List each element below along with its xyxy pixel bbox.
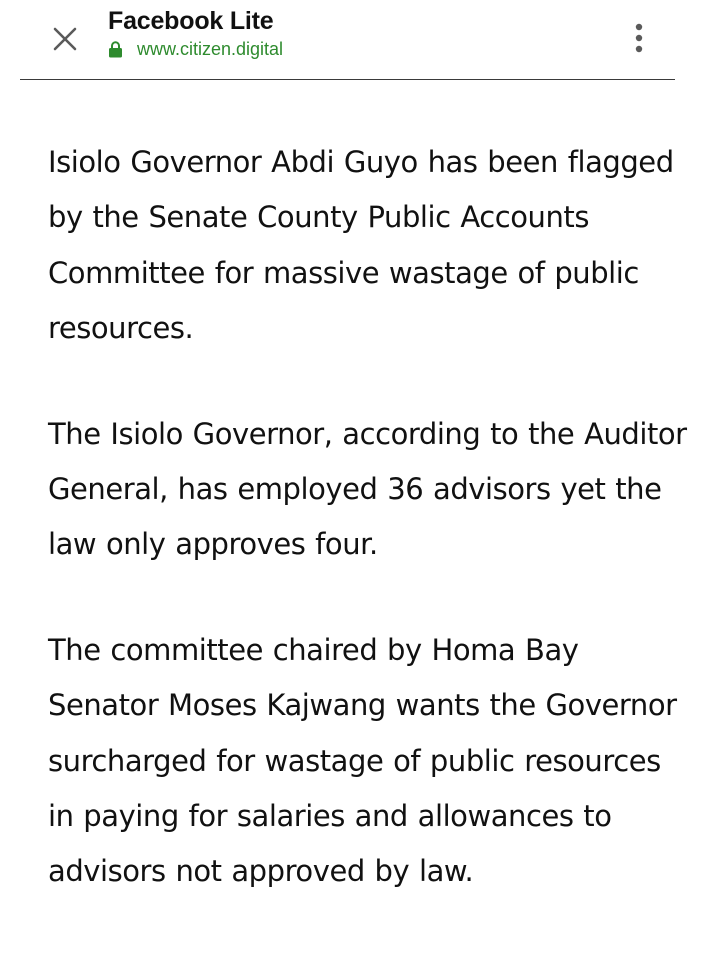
url-row bbox=[108, 39, 283, 60]
url-text: www.citizen.digital bbox=[137, 39, 284, 59]
app-title: Facebook Lite bbox=[108, 7, 274, 35]
title-block bbox=[108, 6, 283, 60]
browser-header bbox=[20, 0, 675, 80]
overflow-menu-icon[interactable] bbox=[629, 21, 649, 57]
article-body bbox=[48, 135, 688, 950]
article-paragraph: Isiolo Governor Abdi Guyo has been flagged by the Senate County Public Accounts Committee for massive wastage of public resources. bbox=[48, 145, 674, 346]
close-icon[interactable] bbox=[48, 22, 82, 56]
lock-icon bbox=[108, 41, 123, 58]
article-paragraph: The Isiolo Governor, according to the Auditor General, has employed 36 advisors yet the law only approves four. bbox=[48, 416, 687, 562]
article-paragraph: The committee chaired by Homa Bay Senator Moses Kajwang wants the Governor surcharged for wastage of public resources in paying for salaries and allowances to advisors not approved by law. bbox=[48, 632, 677, 889]
